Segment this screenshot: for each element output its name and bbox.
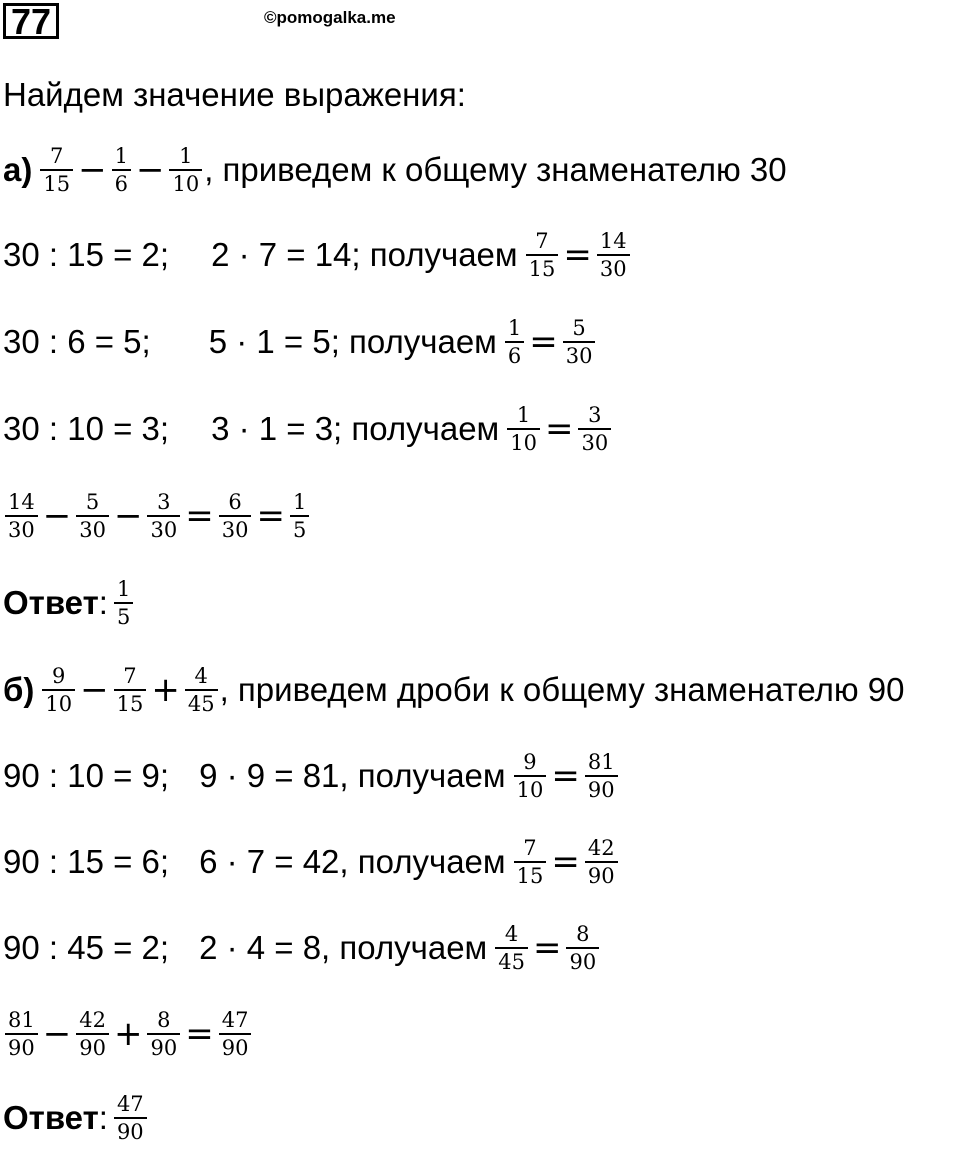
watermark: ©pomogalka.me: [264, 8, 396, 27]
product-text: 2 · 4 = 8, получаем: [199, 929, 488, 966]
operator: =: [185, 1014, 214, 1054]
fraction: $\frac{42}{90}$: [585, 835, 618, 889]
part-b-answer: [3, 1083, 149, 1153]
product-text: 6 · 7 = 42, получаем: [199, 843, 506, 880]
fraction: $\frac{14}{30}$: [597, 228, 630, 282]
fraction: $\frac{81}{90}$: [585, 749, 618, 803]
fraction: $\frac{7}{15}$: [40, 143, 73, 197]
fraction: $\frac{1}{5}$: [290, 489, 309, 543]
division-text: 90 : 15 = 6;: [3, 843, 170, 880]
part-b-step2: [3, 827, 620, 897]
fraction: $\frac{1}{10}$: [169, 143, 202, 197]
part-b-step3: [3, 913, 601, 983]
part-a-step2: [3, 307, 597, 377]
fraction: $\frac{7}{15}$: [114, 663, 147, 717]
part-a-calculation: [3, 481, 311, 551]
operator: −: [135, 150, 165, 190]
fraction: $\frac{1}{6}$: [112, 143, 131, 197]
intro-line: [3, 60, 466, 130]
intro-text: Найдем значение выражения:: [3, 76, 466, 113]
fraction: $\frac{47}{90}$: [219, 1007, 252, 1061]
problem-number: 77: [3, 3, 59, 39]
fraction: $\frac{14}{30}$: [5, 489, 38, 543]
task-text: , приведем к общему знаменателю 30: [204, 151, 787, 188]
division-text: 30 : 10 = 3;: [3, 410, 170, 447]
product-text: 2 · 7 = 14; получаем: [211, 236, 518, 273]
fraction: $\frac{81}{90}$: [5, 1007, 38, 1061]
answer-fraction: $\frac{1}{5}$: [114, 576, 133, 630]
part-a-step1: [3, 220, 632, 290]
fraction: $\frac{3}{30}$: [147, 489, 180, 543]
fraction: $\frac{8}{90}$: [566, 921, 599, 975]
answer-label: Ответ: [3, 584, 99, 621]
part-a-answer: [3, 568, 135, 638]
operator: =: [532, 928, 562, 968]
fraction: $\frac{9}{10}$: [42, 663, 75, 717]
operator: =: [563, 235, 592, 275]
fraction: $\frac{7}{15}$: [526, 228, 559, 282]
operator: −: [113, 496, 143, 536]
part-b-label: б): [3, 671, 35, 708]
fraction: $\frac{5}{30}$: [76, 489, 109, 543]
part-b-step1: [3, 741, 620, 811]
task-text: , приведем дроби к общему знаменателю 90: [219, 671, 905, 708]
part-a-step3: [3, 394, 613, 464]
part-b-task: [3, 655, 905, 725]
answer-colon: :: [98, 1099, 108, 1136]
product-text: 3 · 1 = 3; получаем: [211, 410, 500, 447]
operator: =: [256, 496, 285, 536]
fraction: $\frac{1}{10}$: [507, 402, 540, 456]
part-b-calculation: [3, 999, 253, 1069]
product-text: 5 · 1 = 5; получаем: [208, 323, 497, 360]
fraction: $\frac{42}{90}$: [76, 1007, 109, 1061]
operator: =: [185, 496, 214, 536]
division-text: 90 : 10 = 9;: [3, 757, 170, 794]
division-text: 30 : 15 = 2;: [3, 236, 170, 273]
answer-colon: :: [98, 584, 108, 621]
operator: =: [551, 842, 580, 882]
operator: +: [113, 1014, 143, 1054]
product-text: 9 · 9 = 81, получаем: [199, 757, 506, 794]
operator: −: [78, 150, 107, 190]
part-a-label: а): [3, 151, 33, 188]
operator: =: [544, 409, 574, 449]
answer-label: Ответ: [3, 1099, 99, 1136]
fraction: $\frac{9}{10}$: [514, 749, 547, 803]
fraction: $\frac{6}{30}$: [219, 489, 252, 543]
fraction: $\frac{4}{45}$: [495, 921, 528, 975]
operator: +: [151, 670, 180, 710]
division-text: 90 : 45 = 2;: [3, 929, 170, 966]
fraction: $\frac{4}{45}$: [185, 663, 218, 717]
operator: −: [80, 670, 109, 710]
part-a-task: [3, 135, 787, 205]
fraction: $\frac{3}{30}$: [578, 402, 611, 456]
fraction: $\frac{7}{15}$: [514, 835, 547, 889]
fraction: $\frac{5}{30}$: [563, 315, 596, 369]
fraction: $\frac{8}{90}$: [147, 1007, 180, 1061]
operator: =: [529, 322, 558, 362]
division-text: 30 : 6 = 5;: [3, 323, 151, 360]
fraction: $\frac{1}{6}$: [505, 315, 524, 369]
operator: =: [551, 756, 580, 796]
operator: −: [42, 496, 72, 536]
operator: −: [42, 1014, 72, 1054]
answer-fraction: $\frac{47}{90}$: [114, 1091, 147, 1145]
